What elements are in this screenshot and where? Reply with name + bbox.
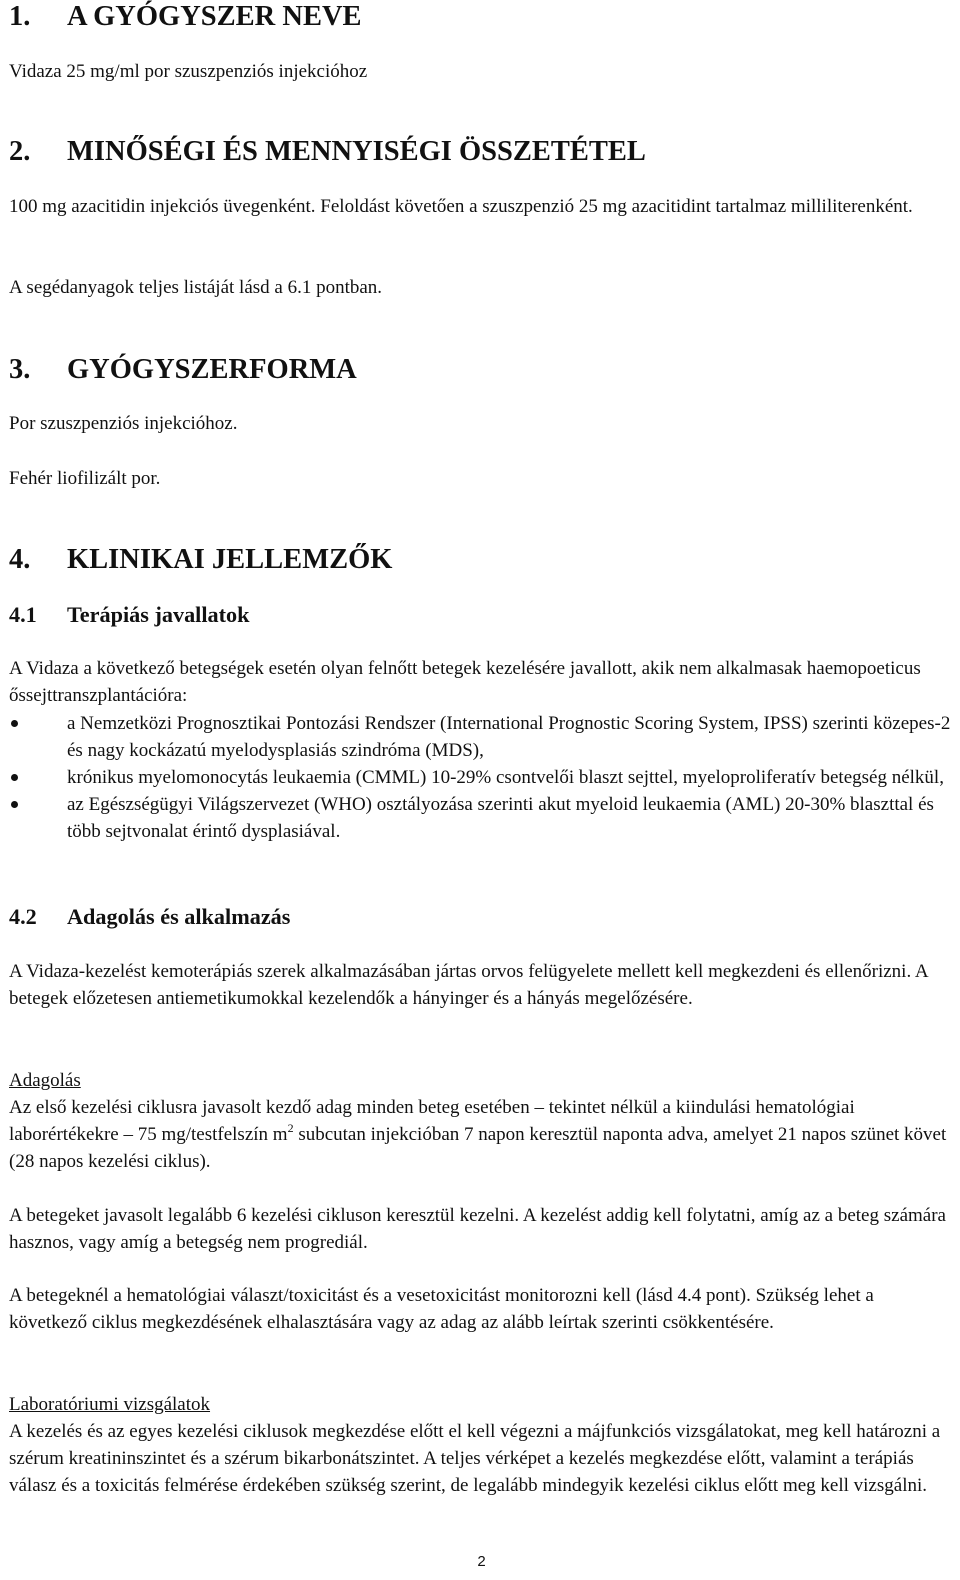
heading-4-1: 4.1 Terápiás javallatok [9,602,250,627]
form-paragraph-2: Fehér liofilizált por. [9,468,161,489]
dosage-paragraph: Az első kezelési ciklusra javasolt kezdő adag minden beteg esetében – tekintet nélkül a kiindulási hematológiai laborértékekre – 75 mg/testfelszín $m^2$ subcutan injekcióban 7 napon keresztül naponta adva, amelyet 21 napos szünet követ (28 napos kezelési ciklus). [9,1097,947,1172]
heading-4: 4. KLINIKAI JELLEMZŐK [9,544,393,575]
monitoring-paragraph: A betegeknél a hematológiai választ/toxicitást és a vesetoxicitást monitorozni kell (lásd 4.4 pont). Szükség lehet a következő ciklus megkezdésének elhalasztására vagy az adag az alább leírtak szerinti csökkentésére. [9,1285,874,1333]
form-paragraph-1: Por szuszpenziós injekcióhoz. [9,413,238,434]
heading-4-2: 4.2 Adagolás és alkalmazás [9,904,291,929]
composition-paragraph: 100 mg azacitidin injekciós üvegenként. Feloldást követően a szuszpenzió 25 mg azacitidint tartalmaz milliliterenként. [9,196,913,217]
list-item: az Egészségügyi Világszervezet (WHO) osztályozása szerinti akut myeloid leukaemia (AML) 20-30% blaszttal és több sejtvonalat érintő dysplasiával. [9,791,954,845]
heading-3: 3. GYÓGYSZERFORMA [9,354,357,385]
list-item: krónikus myelomonocytás leukaemia (CMML) 10-29% csontvelői blaszt sejttel, myeloproliferatív betegség nélkül, [9,764,954,791]
bullet-icon [11,801,18,808]
indications-intro: A Vidaza a következő betegségek esetén olyan felnőtt betegek kezelésére javallott, akik nem alkalmasak haemopoeticus őssejttranszplantációra: [9,658,921,706]
heading-2: 2. MINŐSÉGI ÉS MENNYISÉGI ÖSSZETÉTEL [9,136,646,167]
subheading-laboratory-tests: Laboratóriumi vizsgálatok [9,1394,211,1415]
product-name: Vidaza 25 mg/ml por szuszpenziós injekcióhoz [9,61,368,82]
heading-1: 1. A GYÓGYSZER NEVE [9,1,362,32]
list-item: a Nemzetközi Prognosztikai Pontozási Rendszer (International Prognostic Scoring System, IPSS) szerinti közepes-2 és nagy kockázatú myelodysplasiás szindróma (MDS), [9,710,954,764]
bullet-icon [11,720,18,727]
page-number: 2 [477,1553,486,1570]
subheading-dosage: Adagolás [9,1070,81,1091]
indications-list [9,710,954,845]
cycles-paragraph: A betegeket javasolt legalább 6 kezelési cikluson keresztül kezelni. A kezelést addig kell folytatni, amíg az a beteg számára hasznos, vagy amíg a betegség nem progrediál. [9,1205,946,1253]
bullet-icon [11,774,18,781]
excipients-paragraph: A segédanyagok teljes listáját lásd a 6.1 pontban. [9,277,383,298]
administration-paragraph: A Vidaza-kezelést kemoterápiás szerek alkalmazásában jártas orvos felügyelete mellett kell megkezdeni és ellenőrizni. A betegek előzetesen antiemetikumokkal kezelendők a hányinger és a hányás megelőzésére. [9,961,928,1009]
laboratory-paragraph: A kezelés és az egyes kezelési ciklusok megkezdése előtt el kell végezni a májfunkciós vizsgálatokat, meg kell határozni a szérum kreatininszintet és a szérum bikarbonátszintet. A teljes vérképet a kezelés megkezdése előtt, valamint a terápiás válasz és a toxicitás felmérése érdekében szükség szerint, de legalább mindegyik kezelési ciklus előtt meg kell vizsgálni. [9,1421,941,1496]
